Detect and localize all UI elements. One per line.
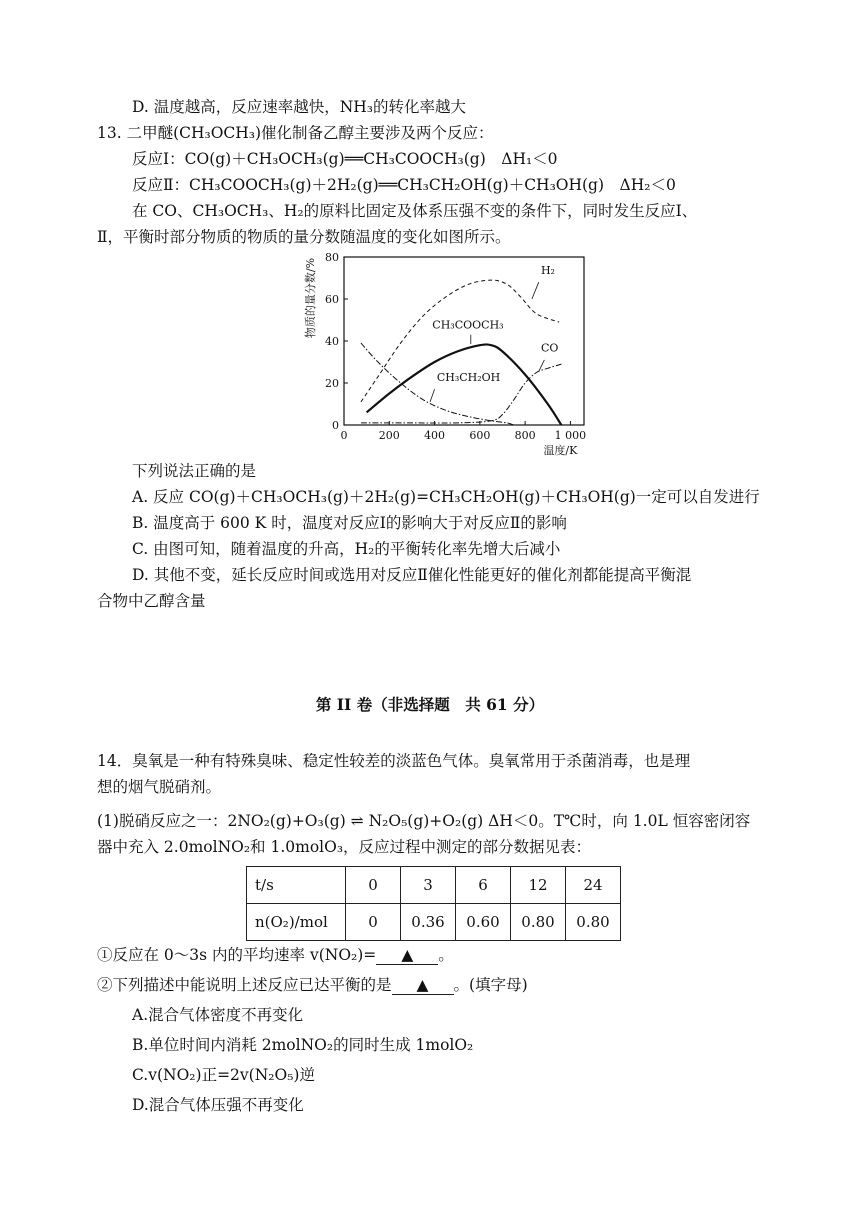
leader-line-ethanol (430, 389, 435, 402)
series-line-ch3cooch3 (367, 341, 562, 425)
q13-option-d-line1: D. 其他不变，延长反应时间或选用对反应Ⅱ催化性能更好的催化剂都能提高平衡混 (132, 566, 692, 584)
q14-text-1: 14．臭氧是一种有特殊臭味、稳定性较差的淡蓝色气体。臭氧常用于杀菌消毒，也是理 (97, 752, 691, 770)
y-tick-label: 20 (325, 377, 339, 390)
q13-option-a: A. 反应 CO(g)＋CH₃OCH₃(g)＋2H₂(g)=CH₃CH₂OH(g)＋CH₃OH(g)一定可以自发进行 (132, 488, 760, 506)
q14-sub-1 (97, 944, 454, 966)
q14-sub-1-prefix: ①反应在 0～3s 内的平均速率 v(NO₂)= (97, 946, 377, 964)
q13-option-d-line2: 合物中乙醇含量 (97, 592, 206, 610)
table-header-row (247, 867, 621, 904)
table-cell: 0.80 (566, 904, 621, 941)
table-cell: 0.80 (511, 904, 566, 941)
x-tick-label: 0 (340, 429, 348, 442)
section-title: 第 II 卷（非选择题 共 61 分） (315, 695, 545, 714)
q14-text-2: 想的烟气脱硝剂。 (97, 778, 222, 796)
table-cell: 24 (566, 867, 621, 904)
series-label-ethanol: CH₃CH₂OH (436, 370, 501, 384)
q14-option-a: A.混合气体密度不再变化 (132, 1006, 304, 1024)
q13-condition-1: 在 CO、CH₃OCH₃、H₂的原料比固定及体系压强不变的条件下，同时发生反应Ⅰ、 (132, 202, 698, 220)
table-cell: 0.60 (456, 904, 511, 941)
q13-option-c: C. 由图可知，随着温度的升高，H₂的平衡转化率先增大后减小 (132, 540, 561, 558)
series-label-h2: H₂ (540, 263, 555, 277)
prev-option-d: D. 温度越高，反应速率越快，NH₃的转化率越大 (132, 98, 467, 116)
table-cell: 0.36 (401, 904, 456, 941)
y-axis-label: 物质的量分数/% (304, 257, 317, 339)
q13-condition-2: Ⅱ，平衡时部分物质的物质的量分数随温度的变化如图所示。 (97, 228, 511, 246)
x-tick-label: 400 (424, 429, 446, 442)
q13-option-b: B. 温度高于 600 K 时，温度对反应Ⅰ的影响大于对反应Ⅱ的影响 (132, 514, 567, 532)
q14-option-c: C.v(NO₂)正=2v(N₂O₅)逆 (132, 1066, 315, 1084)
q14-option-b: B.单位时间内消耗 2molNO₂的同时生成 1molO₂ (132, 1036, 474, 1054)
equilibrium-chart (300, 248, 600, 462)
data-table (246, 866, 621, 941)
table-cell: 0 (346, 867, 401, 904)
answer-blank-2[interactable]: ▲ (392, 976, 454, 995)
table-cell: 0 (346, 904, 401, 941)
series-label-co: CO (540, 341, 559, 355)
x-tick-label: 200 (378, 429, 400, 442)
y-tick-label: 60 (325, 293, 339, 306)
q14-sub-2-suffix: 。(填字母) (453, 976, 528, 994)
q14-sub-1-suffix: 。 (438, 946, 454, 964)
x-tick-label: 600 (469, 429, 491, 442)
table-row (247, 904, 621, 941)
table-cell: 6 (456, 867, 511, 904)
q13-reaction-1: 反应Ⅰ：CO(g)＋CH₃OCH₃(g)══CH₃COOCH₃(g) ΔH₁＜0 (132, 150, 558, 168)
x-tick-label: 800 (514, 429, 536, 442)
q13-ask: 下列说法正确的是 (132, 462, 257, 480)
q14-text-3: (1)脱硝反应之一：2NO₂(g)+O₃(g) ⇌ N₂O₅(g)+O₂(g) ΔH＜0。T℃时，向 1.0L 恒容密闭容 (97, 812, 751, 830)
table-cell: n(O₂)/mol (247, 904, 346, 941)
x-axis-label: 温度/K (543, 444, 578, 457)
leader-line-h2 (532, 282, 539, 299)
y-tick-label: 40 (325, 335, 339, 348)
q13-intro: 13. 二甲醚(CH₃OCH₃)催化制备乙醇主要涉及两个反应： (97, 124, 494, 142)
q14-option-d: D.混合气体压强不再变化 (132, 1096, 304, 1114)
y-tick-label: 0 (332, 419, 339, 432)
q13-reaction-2: 反应Ⅱ：CH₃COOCH₃(g)＋2H₂(g)══CH₃CH₂OH(g)＋CH₃OH(g) ΔH₂＜0 (132, 176, 676, 194)
series-line-ethanol (361, 343, 514, 425)
answer-blank-1[interactable]: ▲ (376, 946, 438, 965)
q14-sub-2 (97, 974, 528, 996)
table-cell: 12 (511, 867, 566, 904)
x-tick-label: 1 000 (554, 429, 587, 442)
y-tick-label: 80 (325, 251, 339, 264)
table-cell: 3 (401, 867, 456, 904)
table-cell: t/s (247, 867, 346, 904)
q14-sub-2-prefix: ②下列描述中能说明上述反应已达平衡的是 (97, 976, 392, 994)
q14-text-4: 器中充入 2.0molNO₂和 1.0molO₃，反应过程中测定的部分数据见表： (97, 838, 592, 856)
series-label-ch3cooch3: CH₃COOCH₃ (432, 318, 504, 332)
